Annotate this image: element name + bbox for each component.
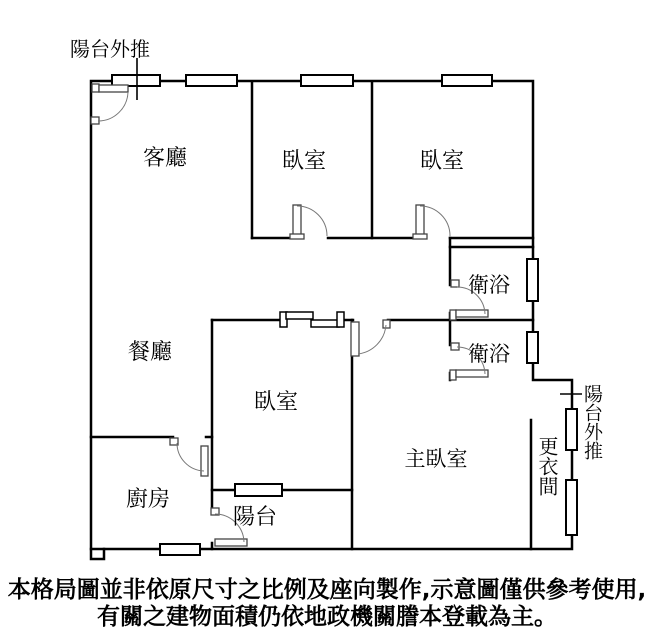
window-symbol bbox=[186, 75, 237, 86]
window-symbol bbox=[527, 332, 538, 363]
window-symbol bbox=[301, 75, 353, 86]
door-swing-symbol bbox=[91, 84, 128, 124]
window-symbol bbox=[112, 75, 160, 86]
balcony-label: 陽台 bbox=[232, 505, 278, 530]
wall-notch bbox=[91, 549, 104, 559]
kitchen-label: 廚房 bbox=[125, 487, 171, 512]
balcony-pushout-right-label: 陽台外推 bbox=[581, 384, 603, 460]
walk-in-closet-label: 更衣間 bbox=[535, 436, 559, 496]
disclaimer-line-2: 有關之建物面積仍依地政機關謄本登載為主。 bbox=[97, 604, 557, 630]
window-symbol bbox=[442, 75, 492, 86]
bedroom-top-right-label: 臥室 bbox=[419, 149, 465, 174]
door-swing-symbol bbox=[351, 320, 390, 356]
dining-room-label: 餐廳 bbox=[127, 340, 173, 365]
window-symbol bbox=[566, 409, 577, 450]
window-symbol bbox=[160, 544, 200, 555]
sliding-door-symbol bbox=[280, 312, 344, 327]
window-symbol bbox=[235, 484, 282, 496]
balcony-pushout-top-label: 陽台外推 bbox=[70, 37, 150, 61]
bathroom-lower-label: 衛浴 bbox=[468, 342, 510, 366]
window-symbol bbox=[527, 259, 538, 301]
door-swing-symbol bbox=[413, 205, 450, 239]
disclaimer bbox=[8, 576, 646, 630]
living-room-label: 客廳 bbox=[142, 146, 188, 171]
bathroom-upper-label: 衛浴 bbox=[468, 273, 510, 297]
door-swing-symbol bbox=[290, 205, 327, 239]
door-swing-symbol bbox=[170, 438, 208, 476]
disclaimer-line-1: 本格局圖並非依原尺寸之比例及座向製作,示意圖僅供參考使用, bbox=[7, 577, 647, 603]
bedroom-center-label: 臥室 bbox=[253, 390, 299, 415]
master-bedroom-label: 主臥室 bbox=[404, 447, 468, 471]
window-symbol bbox=[566, 480, 577, 535]
bedroom-top-mid-label: 臥室 bbox=[281, 149, 327, 174]
room-labels bbox=[70, 37, 603, 530]
